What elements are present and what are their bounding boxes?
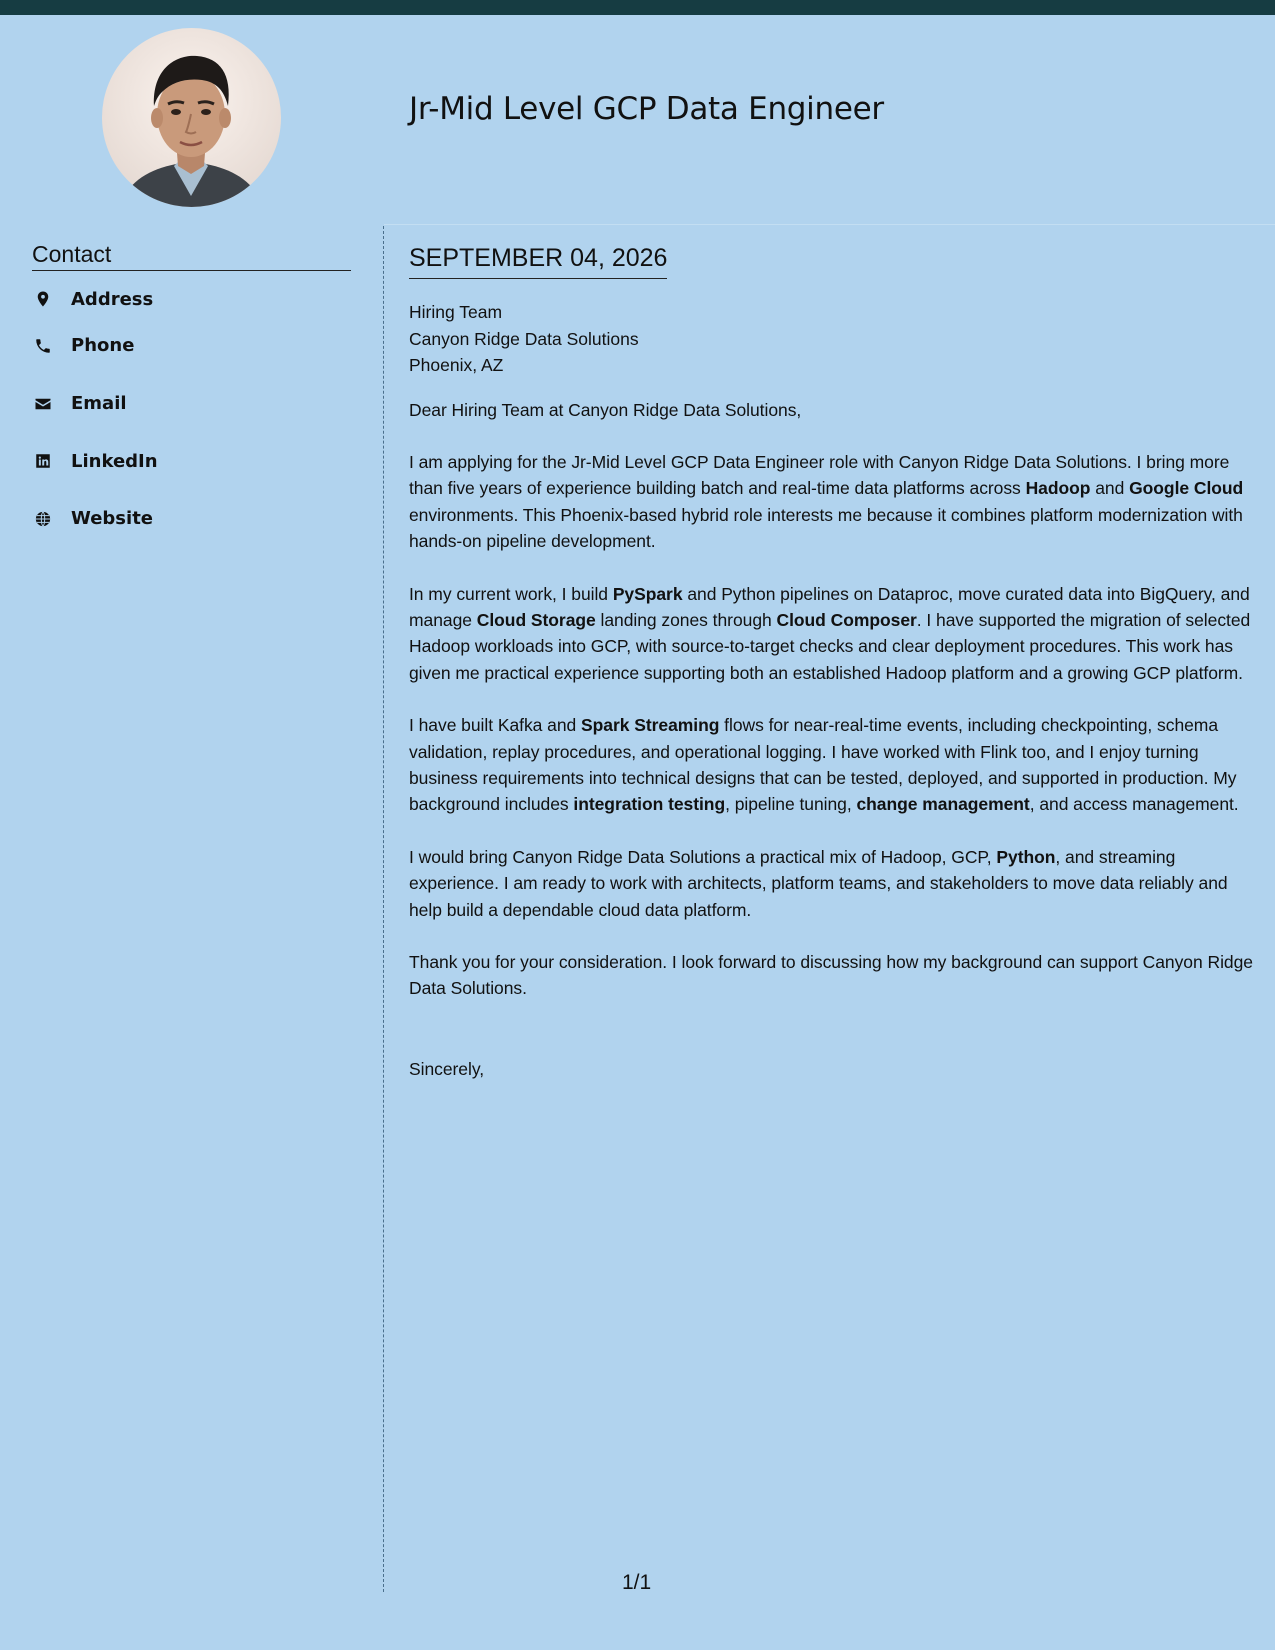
- phone-icon: [32, 335, 54, 357]
- linkedin-icon: [32, 450, 54, 472]
- paragraph-2: In my current work, I build PySpark and Python pipelines on Dataproc, move curated data into BigQuery, and manage Cloud Storage landing zones through Cloud Composer. I have supported the migration of selected Hadoop workloads into GCP, with source-to-target checks and clear deployment procedures. This work has given me practical experience supporting both an established Hadoop platform and a growing GCP platform.: [409, 583, 1251, 683]
- keyword: change management: [856, 794, 1030, 815]
- contact-heading: Contact: [32, 240, 351, 271]
- keyword: Cloud Storage: [476, 609, 596, 630]
- contact-label-email: Email: [71, 393, 127, 415]
- header-divider: [384, 224, 1275, 225]
- recipient-line: Hiring Team: [409, 302, 503, 322]
- paragraph-1: I am applying for the Jr-Mid Level GCP Data Engineer role with Canyon Ridge Data Solutions. I bring more than five years of experience building batch and real-time data platforms across Hadoop and Google Cloud environments. This Phoenix-based hybrid role interests me because it combines platform modernization with hands-on pipeline development.: [409, 451, 1244, 552]
- keyword: Spark Streaming: [581, 715, 720, 736]
- profile-photo: [102, 28, 281, 207]
- contact-item-address[interactable]: [32, 281, 351, 317]
- top-accent-bar: [0, 0, 1275, 15]
- recipient-block: [409, 299, 1254, 379]
- letter-content: [409, 397, 1254, 1083]
- keyword: Google Cloud: [1129, 478, 1244, 499]
- contact-label-website: Website: [71, 508, 154, 530]
- keyword: Python: [996, 846, 1056, 867]
- paragraph-5: Thank you for your consideration. I look forward to discussing how my background can support Canyon Ridge Data Solutions.: [409, 952, 1253, 999]
- contact-label-address: Address: [71, 288, 154, 310]
- contact-item-email[interactable]: [32, 375, 351, 433]
- contact-item-linkedin[interactable]: [32, 432, 351, 490]
- page-number: 1/1: [622, 1571, 652, 1594]
- recipient-location: Phoenix, AZ: [409, 355, 504, 375]
- contact-item-website[interactable]: [32, 490, 351, 548]
- paragraph-3: I have built Kafka and Spark Streaming flows for near-real-time events, including checkpointing, schema validation, replay procedures, and operational logging. I have worked with Flink too, and I enjoy turning business requirements into technical designs that can be tested, deployed, and supported in production. My background includes integration testing, pipeline tuning, change management, and access management.: [409, 715, 1239, 815]
- job-title: Jr-Mid Level GCP Data Engineer: [409, 91, 884, 127]
- globe-icon: [32, 508, 54, 530]
- contact-label-phone: Phone: [71, 335, 135, 357]
- recipient-company: Canyon Ridge Data Solutions: [409, 328, 639, 349]
- letter-date: SEPTEMBER 04, 2026: [409, 243, 667, 279]
- keyword: integration testing: [573, 794, 726, 815]
- map-pin-icon: [32, 288, 54, 310]
- paragraph-4: I would bring Canyon Ridge Data Solutions a practical mix of Hadoop, GCP, Python, and streaming experience. I am ready to work with architects, platform teams, and stakeholders to move data reliably and help build a dependable cloud data platform.: [409, 846, 1228, 920]
- keyword: Hadoop: [1025, 478, 1091, 499]
- keyword: Cloud Composer: [776, 609, 917, 630]
- salutation: Dear Hiring Team at Canyon Ridge Data Solutions,: [409, 399, 802, 420]
- envelope-icon: [32, 393, 54, 415]
- letter-body: [409, 243, 1254, 1082]
- contact-label-linkedin: LinkedIn: [71, 450, 158, 472]
- sidebar-divider: [383, 226, 384, 1592]
- keyword: PySpark: [612, 583, 683, 604]
- contact-list: [32, 281, 351, 548]
- contact-sidebar: [32, 240, 351, 548]
- closing: Sincerely,: [409, 1058, 485, 1079]
- contact-item-phone[interactable]: [32, 317, 351, 375]
